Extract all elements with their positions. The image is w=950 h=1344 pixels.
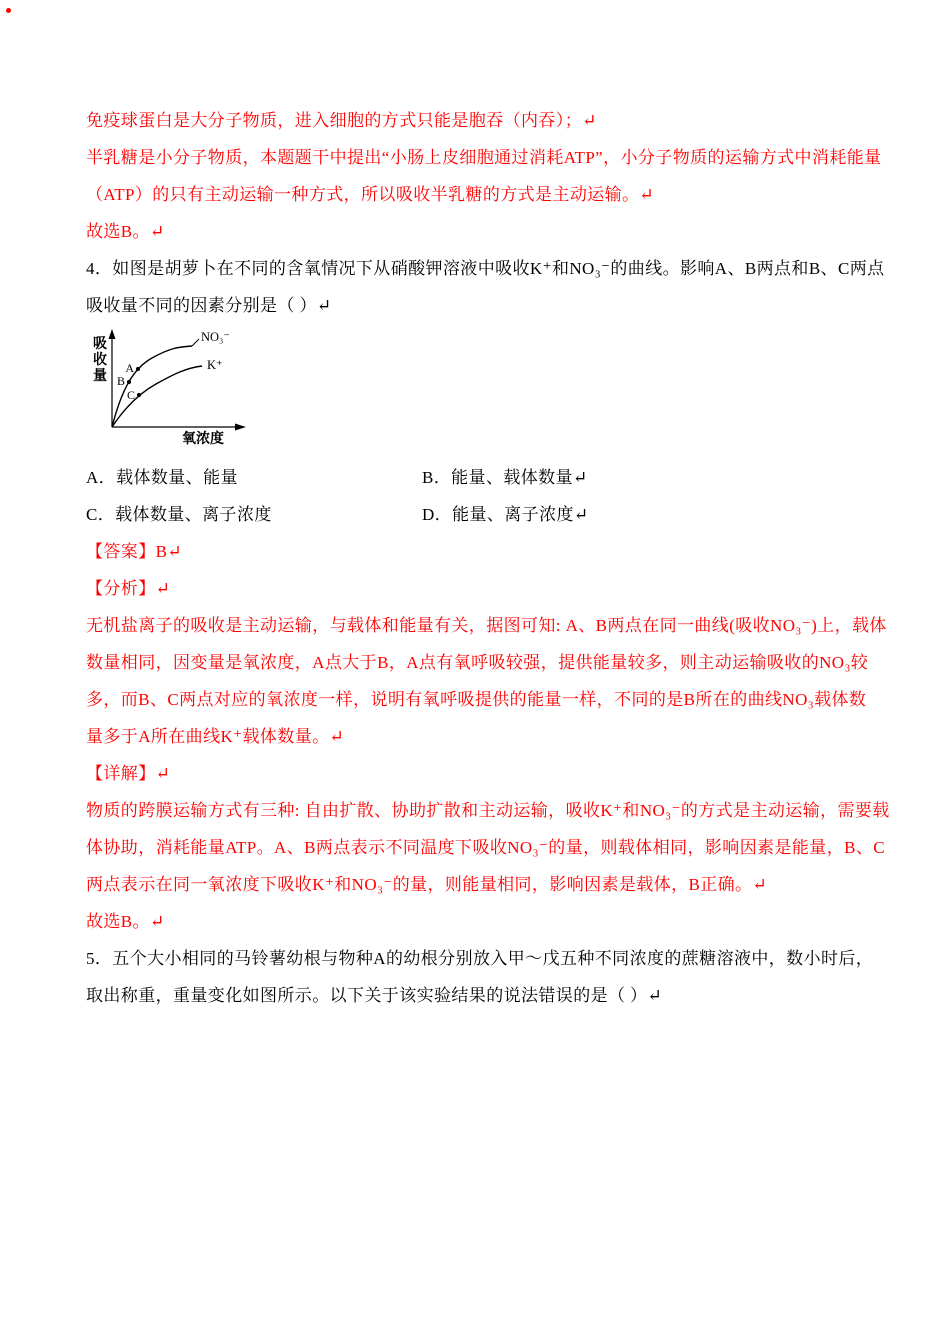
option-a: A．载体数量、能量	[86, 468, 238, 487]
option-d: D．能量、离子浓度↵	[422, 505, 589, 524]
point-a-label: A	[125, 361, 134, 375]
k-curve	[112, 366, 202, 427]
option-c: C．载体数量、离子浓度	[86, 505, 272, 524]
point-b-dot	[127, 380, 131, 384]
question5-stem-line-2: 取出称重，重量变化如图所示。以下关于该实验结果的说法错误的是（ ）↵	[86, 986, 663, 1005]
question4-stem-line-2: 吸收量不同的因素分别是（ ）↵	[86, 296, 332, 315]
question4-detail-line-3: 两点表示在同一氧浓度下吸收K⁺和NO₃⁻的量，则能量相同，影响因素是载体，B正确。↵	[86, 875, 768, 894]
question4-options-row-2	[86, 496, 870, 533]
absorption-curve-chart	[86, 326, 321, 448]
point-b-label: B	[116, 374, 125, 388]
question4-detail-label: 【详解】↵	[86, 764, 171, 783]
question4-stem-line-1: 4．如图是胡萝卜在不同的含氧情况下从硝酸钾溶液中吸收K⁺和NO₃⁻的曲线。影响A、B两点和B、C两点	[86, 259, 885, 278]
k-series-label: K⁺	[207, 358, 223, 372]
y-axis-label-char-2: 收	[93, 353, 107, 368]
x-axis-label: 氧浓度	[182, 432, 224, 447]
question4-analysis-line-3: 多，而B、C两点对应的氧浓度一样，说明有氧呼吸提供的能量一样，不同的是B所在的曲线NO₃载体数	[86, 690, 867, 709]
point-c-dot	[137, 393, 141, 397]
question4-detail-line-2: 体协助，消耗能量ATP。A、B两点表示不同温度下吸收NO₃⁻的量，则载体相同，影响因素是能量，B、C	[86, 838, 885, 857]
point-c-label: C	[126, 388, 135, 402]
point-a-dot	[136, 367, 140, 371]
question4-options-row-1	[86, 459, 870, 496]
question4-analysis-line-1: 无机盐离子的吸收是主动运输，与载体和能量有关，据图可知: A、B两点在同一曲线(吸收NO₃⁻)上，载体	[86, 616, 887, 635]
question4-analysis-line-2: 数量相同，因变量是氧浓度，A点大于B，A点有氧呼吸较强，提供能量较多，则主动运输吸收的NO₃较	[86, 653, 869, 672]
y-axis-label-char-3: 量	[93, 369, 107, 384]
question4-conclusion: 故选B。↵	[86, 912, 165, 931]
question4-analysis-label: 【分析】↵	[86, 579, 171, 598]
y-axis-label-char-1: 吸	[93, 337, 107, 352]
question4-answer: 【答案】B↵	[86, 542, 182, 561]
question4-analysis-line-4: 量多于A所在曲线K⁺载体数量。↵	[86, 727, 345, 746]
question5-stem-line-1: 5．五个大小相同的马铃薯幼根与物种A的幼根分别放入甲～戊五种不同浓度的蔗糖溶液中，数小时后，	[86, 949, 874, 968]
no3-series-label: NO₃⁻	[201, 330, 231, 344]
x-axis-arrow	[235, 424, 246, 431]
y-axis-arrow	[109, 329, 116, 339]
prev-answer-conclusion: 故选B。↵	[86, 222, 165, 241]
prev-answer-line-2: 半乳糖是小分子物质，本题题干中提出“小肠上皮细胞通过消耗ATP”，小分子物质的运输方式中消耗能量	[86, 148, 882, 167]
prev-answer-line-3: （ATP）的只有主动运输一种方式，所以吸收半乳糖的方式是主动运输。↵	[86, 185, 655, 204]
no3-label-tick	[192, 339, 199, 346]
prev-answer-line-1: 免疫球蛋白是大分子物质，进入细胞的方式只能是胞吞（内吞）；↵	[86, 111, 597, 130]
page-corner-artifact	[6, 8, 11, 13]
ion-absorption-figure	[86, 326, 870, 453]
option-b: B．能量、载体数量↵	[422, 468, 588, 487]
question4-detail-line-1: 物质的跨膜运输方式有三种: 自由扩散、协助扩散和主动运输，吸收K⁺和NO₃⁻的方式是主动运输，需要载	[86, 801, 890, 820]
